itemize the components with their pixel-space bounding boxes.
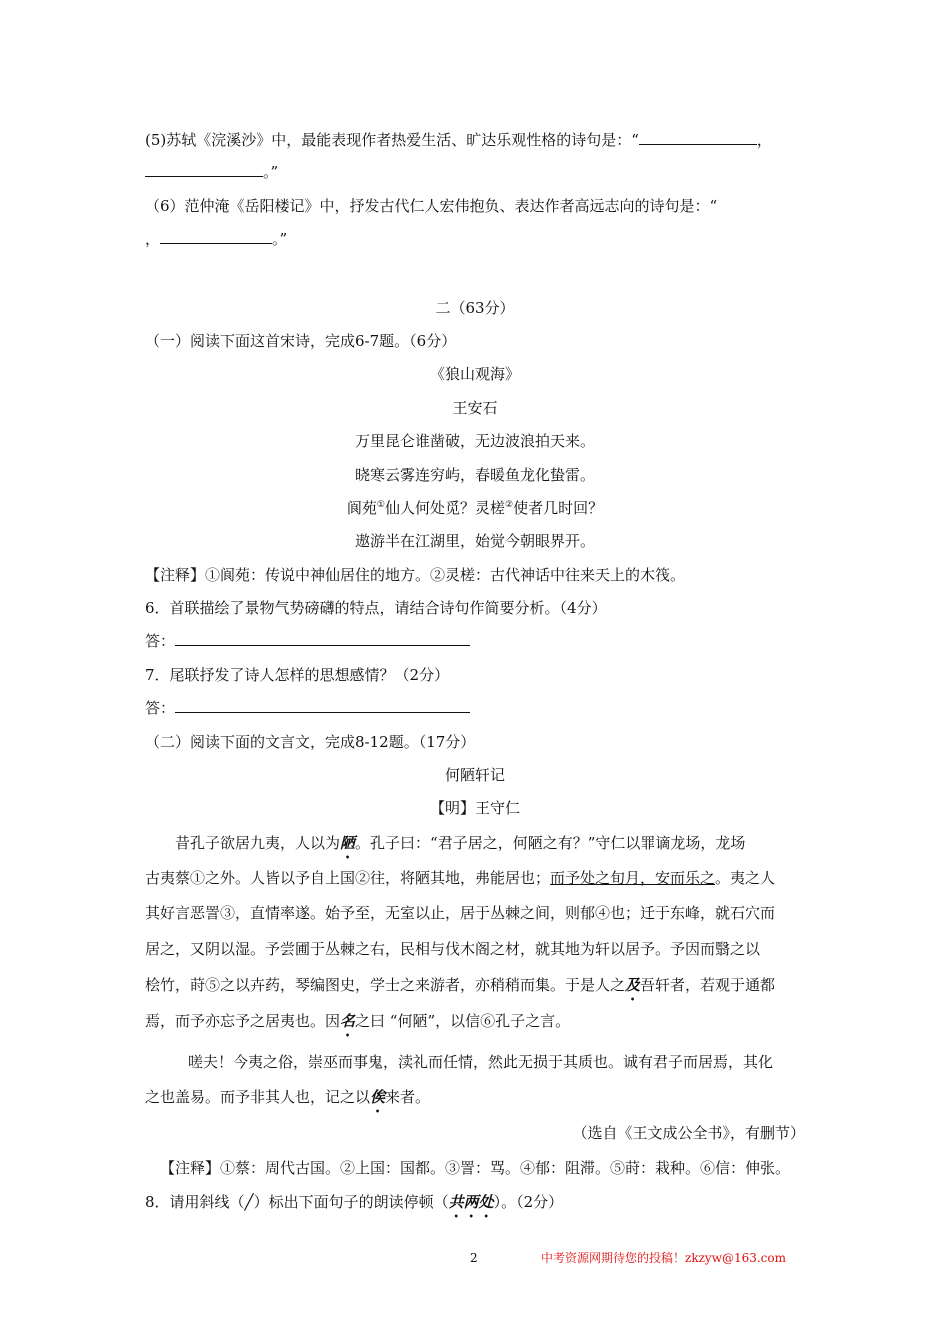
essay-p2-line2: 之也盖易。而予非其人也，记之以俟来者。 [145, 1088, 431, 1106]
part1-intro: （一）阅读下面这首宋诗，完成6-7题。（6分） [145, 332, 457, 350]
poem-author: 王安石 [452, 399, 498, 417]
section-heading: 二（63分） [435, 299, 515, 317]
question-6: 6．首联描绘了景物气势磅礴的特点，请结合诗句作简要分析。（4分） [145, 599, 607, 617]
essay-p1-line3: 其好言恶詈③，直情率遂。始予至，无室以止，居于丛棘之间，则郁④也；迁于东峰，就石穴而 [145, 904, 776, 922]
poem-line-2: 晓寒云雾连穷屿，春暖鱼龙化蛰雷。 [354, 466, 595, 484]
q5-line2: 。” [145, 162, 278, 182]
answer-blank[interactable] [145, 162, 263, 177]
question-8: 8．请用斜线（╱）标出下面句子的朗读停顿（共两处）。（2分） [145, 1193, 564, 1211]
poem-note: 【注释】①阆苑：传说中神仙居住的地方。②灵槎：古代神话中往来天上的木筏。 [145, 566, 686, 584]
q6-line2: ， 。” [145, 230, 288, 248]
q5-line1: (5)苏轼《浣溪沙》中，最能表现作者热爱生活、旷达乐观性格的诗句是：“ ， [145, 131, 772, 149]
essay-source: （选自《王文成公全书》，有删节） [572, 1124, 805, 1142]
page-number: 2 [470, 1251, 478, 1265]
essay-p1-line4: 居之，又阴以湿。予尝圃于丛棘之右，民相与伐木阁之材，就其地为轩以居予。予因而翳之以 [145, 940, 761, 958]
answer-blank[interactable] [175, 631, 470, 646]
poem-line-3: 阆苑①仙人何处觅？灵槎②使者几时回？ [346, 499, 604, 517]
poem-line-1: 万里昆仑谁凿破，无边波浪拍天来。 [354, 432, 595, 450]
footer-ad: 中考资源网期待您的投稿！zkzyw@163.com [541, 1251, 787, 1265]
essay-note: 【注释】①蔡：周代古国。②上国：国都。③詈：骂。④郁：阻滞。⑤莳：栽种。⑥信：伸张。 [160, 1159, 791, 1177]
essay-title: 何陋轩记 [444, 766, 505, 784]
question-7: 7．尾联抒发了诗人怎样的思想感情？（2分） [145, 666, 450, 684]
essay-p1-line5: 桧竹，莳⑤之以卉药，琴编图史，学士之来游者，亦稍稍而集。于是人之及吾轩者，若观于通都 [145, 976, 776, 994]
answer-line-6: 答： [145, 631, 470, 651]
essay-author: 【明】王守仁 [429, 799, 520, 817]
poem-title: 《狼山观海》 [429, 365, 520, 383]
answer-blank[interactable] [639, 130, 757, 145]
essay-p1-line6: 焉，而予亦忘予之居夷也。因名之曰 “何陋”，以信⑥孔子之言。 [145, 1012, 571, 1030]
poem-line-4: 遨游半在江湖里，始觉今朝眼界开。 [354, 532, 595, 550]
answer-line-7: 答： [145, 698, 470, 718]
part2-intro: （二）阅读下面的文言文，完成8-12题。（17分） [145, 733, 476, 751]
answer-blank[interactable] [175, 698, 470, 713]
answer-blank[interactable] [160, 229, 272, 244]
essay-p2-line1: 嗟夫！今夷之俗，崇巫而事鬼，渎礼而任情，然此无损于其质也。诚有君子而居焉，其化 [188, 1053, 774, 1071]
essay-p1-line1: 昔孔子欲居九夷，人以为陋。孔子曰：“君子居之，何陋之有？”守仁以罪谪龙场，龙场 [175, 834, 746, 852]
essay-p1-line2: 古夷蔡①之外。人皆以予自上国②往，将陋其地，弗能居也；而予处之旬月，安而乐之。夷之人 [145, 869, 776, 887]
q6-line1: （6）范仲淹《岳阳楼记》中，抒发古代仁人宏伟抱负、表达作者高远志向的诗句是：“ [145, 197, 718, 215]
